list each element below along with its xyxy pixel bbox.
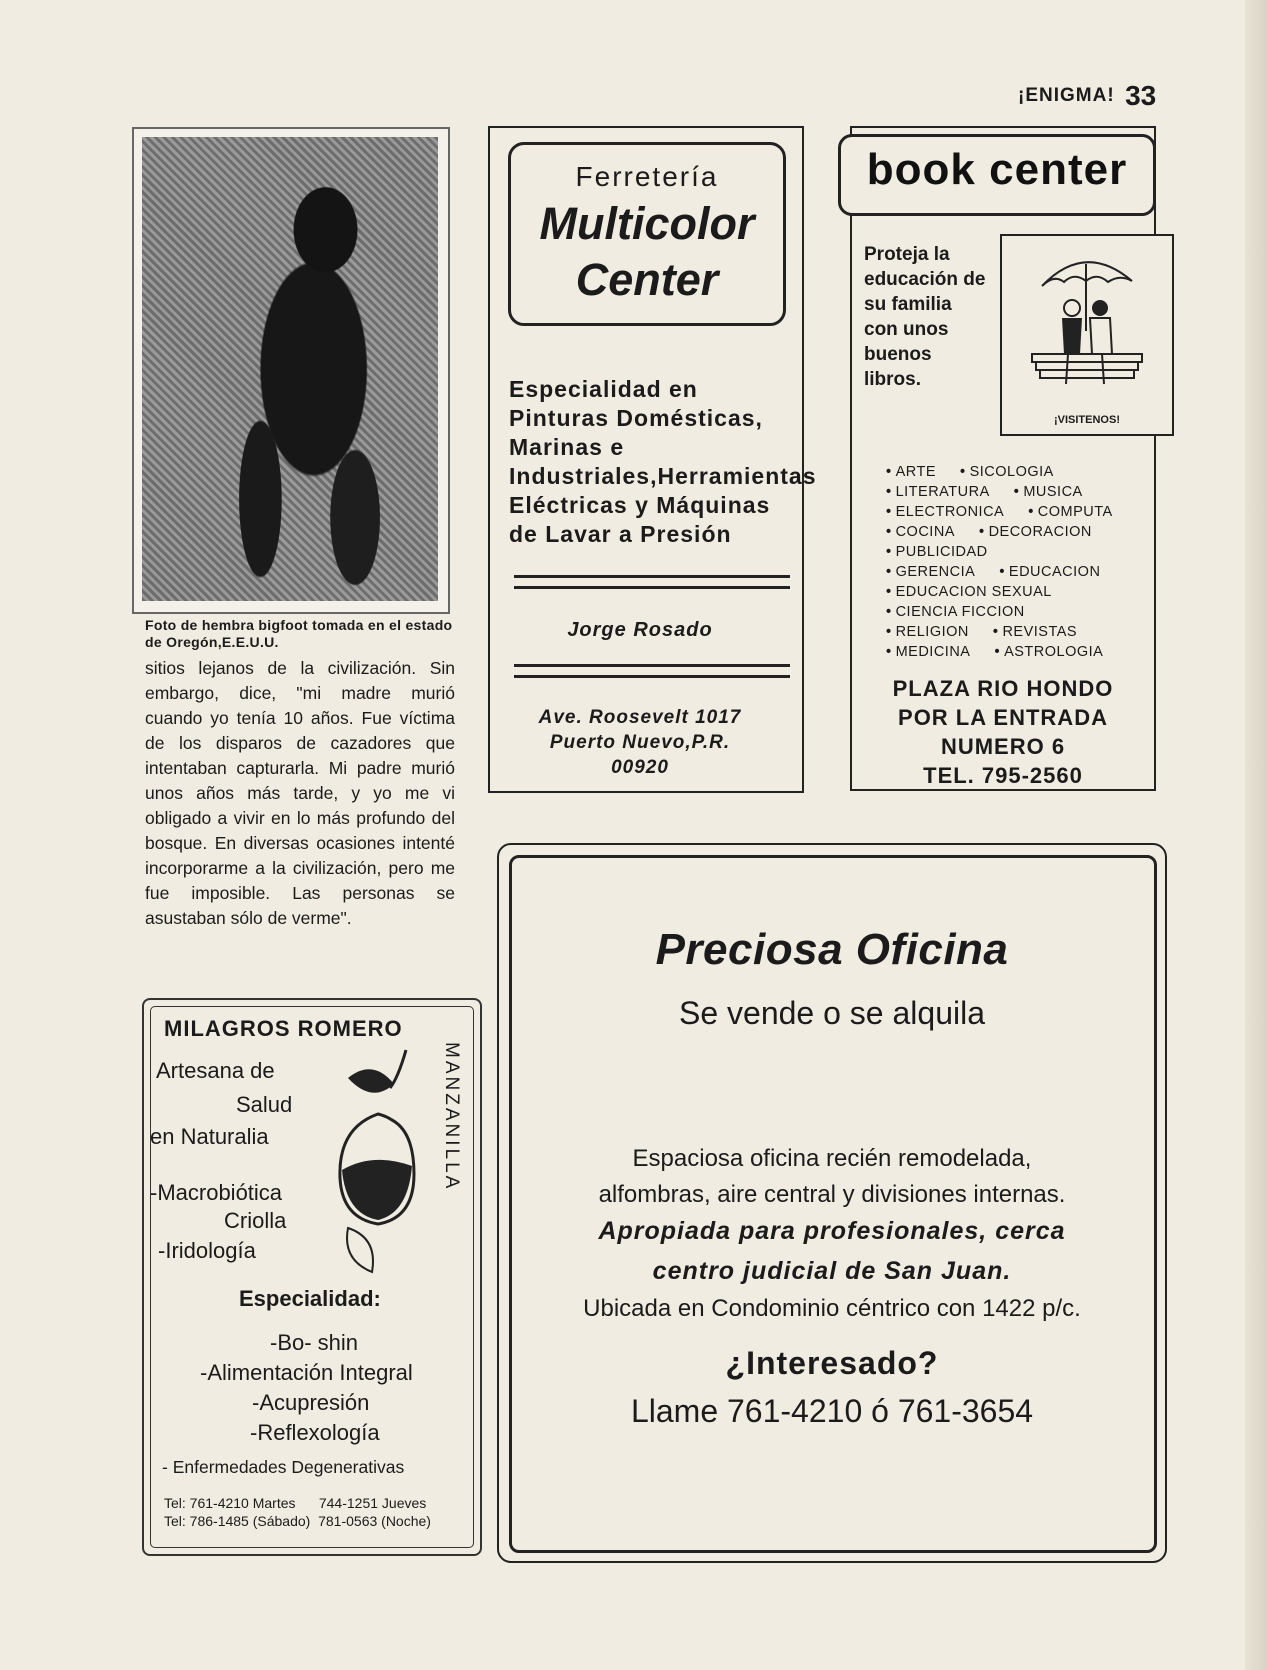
category: COMPUTA — [1037, 504, 1113, 520]
page-number: 33 — [1125, 80, 1157, 111]
bigfoot-photo — [142, 137, 438, 601]
description-line: alfombras, aire central y divisiones internas. — [598, 1181, 1066, 1208]
category: ARTE — [895, 464, 936, 480]
category: LITERATURA — [895, 484, 990, 500]
category-row: • PUBLICIDAD — [886, 544, 988, 560]
highlight-line: centro judicial de San Juan. — [652, 1257, 1012, 1285]
description-line: Ubicada en Condominio céntrico con 1422 p/c. — [583, 1295, 1081, 1322]
milagros-romero-ad — [142, 998, 482, 1556]
specialty-item: - Enfermedades Degenerativas — [162, 1457, 405, 1477]
visit-us-label: ¡VISITENOS! — [1053, 414, 1120, 426]
specialty-item: -Acupresión — [252, 1390, 370, 1415]
ferreteria-ad — [488, 126, 817, 793]
book-center-ad — [850, 126, 1156, 789]
category: COCINA — [895, 524, 955, 540]
photo-caption: Foto de hembra bigfoot tomada en el estado de Oregón,E.E.U.U. — [145, 617, 453, 650]
category: PUBLICIDAD — [895, 544, 988, 560]
ad-subtitle: Se vende o se alquila — [679, 995, 985, 1031]
address-line: Puerto Nuevo,P.R. — [549, 732, 731, 753]
category-row: • RELIGION • REVISTAS — [886, 624, 1078, 640]
specialty-label: Especialidad: — [239, 1286, 381, 1311]
reading-couple-illustration — [1000, 234, 1174, 436]
double-rule-top — [514, 575, 790, 589]
ferreteria-specialty: Especialidad en Pinturas Domésticas, Marinas e Industriales,Herramientas Eléctricas y Máquinas de Lavar a Presión — [509, 376, 817, 547]
address-line: PLAZA RIO HONDO — [892, 676, 1114, 701]
ferreteria-name-line2: Center — [575, 254, 719, 305]
specialty-item: -Alimentación Integral — [200, 1360, 413, 1385]
mango-leaf-icon — [328, 1048, 428, 1278]
category: REVISTAS — [1002, 624, 1078, 640]
highlight-line: Apropiada para profesionales, cerca — [598, 1217, 1066, 1245]
category: EDUCACION SEXUAL — [895, 584, 1052, 600]
page-header — [1018, 80, 1156, 112]
book-center-phone: TEL. 795-2560 — [923, 763, 1083, 788]
article-text: sitios lejanos de la civilización. Sin embargo, dice, "mi madre murió cuando yo tenía 10 años. Fue víctima de los disparos de cazadores que intentaban capturarla. Mi padre murió unos años más tarde, y yo me vi obligado a vivir en lo más profundo del bosque. En diversas ocasiones intenté incorporarme a la civilización, pero me fue imposible. Las personas se asustaban sólo de verme". — [145, 658, 455, 928]
category: GERENCIA — [895, 564, 976, 580]
ferreteria-address — [490, 705, 790, 780]
ad-title: Preciosa Oficina — [655, 925, 1009, 974]
book-center-logo — [838, 134, 1156, 216]
book-center-slogan: Proteja la educación de su familia con unos buenos libros. — [864, 244, 986, 390]
specialty-item: -Bo- shin — [270, 1330, 359, 1355]
phone-schedule — [164, 1494, 431, 1530]
oficina-ad — [497, 843, 1167, 1563]
category-row: • EDUCACION SEXUAL — [886, 584, 1052, 600]
question-line: ¿Interesado? — [725, 1345, 939, 1381]
ferreteria-label: Ferretería — [575, 161, 719, 192]
magazine-name: ¡ENIGMA! — [1018, 85, 1115, 106]
book-center-logo-text: book center — [866, 145, 1128, 194]
page-spine — [1245, 0, 1267, 1670]
category: SICOLOGIA — [969, 464, 1054, 480]
ferreteria-logo — [508, 142, 786, 326]
category: ELECTRONICA — [895, 504, 1005, 520]
category-row: • ELECTRONICA • COMPUTA — [886, 504, 1113, 520]
title-line: Artesana de — [156, 1058, 275, 1083]
address-line: Ave. Roosevelt 1017 — [538, 707, 742, 728]
service-item: -Macrobiótica — [150, 1180, 283, 1205]
category: MEDICINA — [895, 644, 971, 660]
title-line: Salud — [236, 1092, 293, 1117]
category-list — [886, 462, 1156, 662]
title-line: en Naturalia — [150, 1124, 269, 1149]
category: ASTROLOGIA — [1004, 644, 1104, 660]
category-row: • LITERATURA • MUSICA — [886, 484, 1083, 500]
address-line: POR LA ENTRADA — [898, 705, 1108, 730]
brand-vertical-label: MANZANILLA — [441, 1042, 462, 1192]
address-line: 00920 — [611, 757, 669, 778]
bigfoot-photo-frame — [132, 127, 450, 614]
specialty-item: -Reflexología — [250, 1420, 380, 1445]
category: CIENCIA FICCION — [895, 604, 1025, 620]
category: DECORACION — [988, 524, 1092, 540]
phone-line: Tel: 786-1485 (Sábado) 781-0563 (Noche) — [164, 1513, 431, 1529]
book-center-address — [850, 674, 1156, 790]
phone-line: Tel: 761-4210 Martes 744-1251 Jueves — [164, 1495, 427, 1511]
service-item: -Iridología — [158, 1238, 256, 1263]
category-row: • GERENCIA • EDUCACION — [886, 564, 1101, 580]
call-line: Llame 761-4210 ó 761-3654 — [630, 1393, 1034, 1429]
category: RELIGION — [895, 624, 969, 640]
category: MUSICA — [1023, 484, 1083, 500]
address-line: NUMERO 6 — [940, 734, 1066, 759]
category-row: • MEDICINA • ASTROLOGIA — [886, 644, 1104, 660]
advertiser-name: MILAGROS ROMERO — [164, 1016, 403, 1041]
category-row: • ARTE • SICOLOGIA — [886, 464, 1054, 480]
category-row: • CIENCIA FICCION — [886, 604, 1025, 620]
ferreteria-name-line1: Multicolor — [539, 198, 755, 249]
description-line: Espaciosa oficina recién remodelada, — [632, 1145, 1032, 1172]
umbrella-couple-icon — [1002, 236, 1168, 406]
ferreteria-contact: Jorge Rosado — [567, 619, 713, 641]
category: EDUCACION — [1008, 564, 1101, 580]
service-item: Criolla — [224, 1208, 287, 1233]
category-row: • COCINA • DECORACION — [886, 524, 1092, 540]
double-rule-bottom — [514, 664, 790, 678]
